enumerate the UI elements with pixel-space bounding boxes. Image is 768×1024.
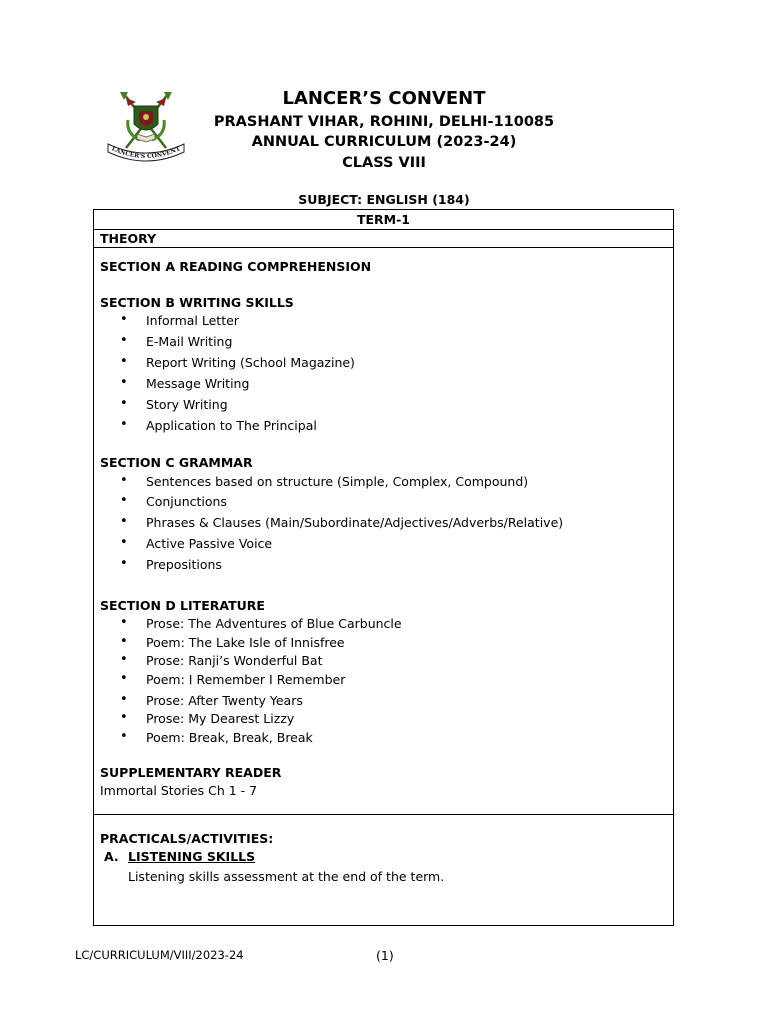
curriculum-title: ANNUAL CURRICULUM (2023-24) [251, 134, 517, 150]
divider [94, 229, 673, 230]
document-code: LC/CURRICULUM/VIII/2023-24 [75, 948, 244, 962]
section-a-title: SECTION A READING COMPREHENSION [100, 259, 372, 274]
list-item: • E-Mail Writing [146, 334, 232, 349]
section-b-title: SECTION B WRITING SKILLS [100, 295, 294, 310]
list-item: • Conjunctions [146, 494, 227, 509]
list-item: • Application to The Principal [146, 418, 317, 433]
list-item: • Informal Letter [146, 313, 239, 328]
divider [94, 814, 673, 815]
list-item: • Prose: My Dearest Lizzy [146, 711, 294, 726]
svg-text:LANCER'S CONVENT: LANCER'S CONVENT [110, 145, 182, 161]
divider [94, 247, 673, 248]
theory-label: THEORY [100, 231, 157, 246]
section-d-title: SECTION D LITERATURE [100, 598, 265, 613]
list-item: • Sentences based on structure (Simple, Complex, Compound) [146, 474, 528, 489]
subject-title: SUBJECT: ENGLISH (184) [298, 192, 470, 207]
list-item: • Message Writing [146, 376, 249, 391]
list-item: • Story Writing [146, 397, 228, 412]
practicals-a-label: A. [104, 849, 119, 864]
term-header: TERM-1 [356, 212, 410, 227]
list-item: • Poem: Break, Break, Break [146, 730, 313, 745]
list-item: • Phrases & Clauses (Main/Subordinate/Adjectives/Adverbs/Relative) [146, 515, 563, 530]
section-c-title: SECTION C GRAMMAR [100, 455, 253, 470]
list-item: • Poem: The Lake Isle of Innisfree [146, 635, 345, 650]
supplementary-title: SUPPLEMENTARY READER [100, 765, 282, 780]
list-item: • Prepositions [146, 557, 222, 572]
class-title: CLASS VIII [342, 155, 426, 171]
curriculum-table [93, 209, 674, 926]
supplementary-text: Immortal Stories Ch 1 - 7 [100, 783, 258, 798]
page-number: (1) [376, 948, 394, 963]
list-item: • Prose: The Adventures of Blue Carbuncle [146, 616, 402, 631]
listening-skills-title: LISTENING SKILLS [128, 849, 256, 864]
school-address: PRASHANT VIHAR, ROHINI, DELHI-110085 [213, 114, 555, 130]
list-item: • Report Writing (School Magazine) [146, 355, 355, 370]
list-item: • Prose: After Twenty Years [146, 693, 303, 708]
list-item: • Active Passive Voice [146, 536, 272, 551]
listening-skills-text: Listening skills assessment at the end of the term. [128, 869, 445, 884]
list-item: • Poem: I Remember I Remember [146, 672, 345, 687]
list-item: • Prose: Ranji’s Wonderful Bat [146, 653, 322, 668]
school-name: LANCER’S CONVENT [282, 88, 486, 109]
practicals-title: PRACTICALS/ACTIVITIES: [100, 831, 274, 846]
